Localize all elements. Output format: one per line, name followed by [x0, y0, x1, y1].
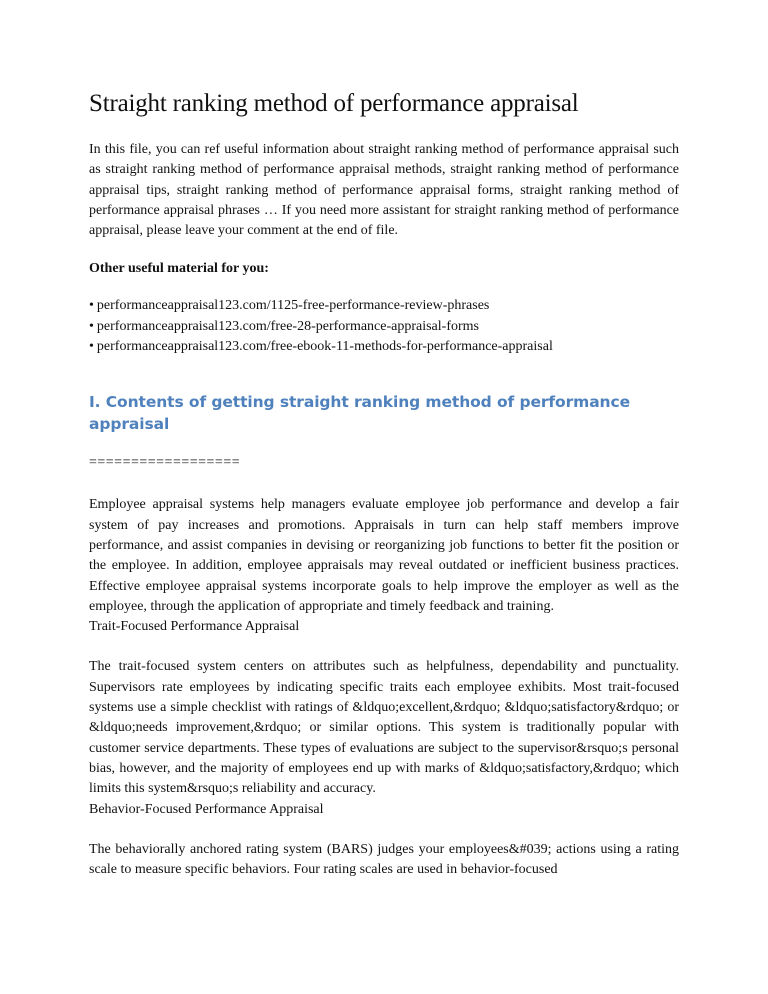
divider-line: ==================: [89, 455, 241, 471]
document-content: [89, 88, 679, 880]
body-paragraph-employee-appraisal: Employee appraisal systems help managers evaluate employee job performance and develop a fair system of pay increases and promotions. Appraisals in turn can help staff members improve performance, and assist companies in devising or reorganizing job functions to better fit the position or the employee. In addition, employee appraisals may reveal outdated or inefficient business practices. Effective employee appraisal systems incorporate goals to help improve the employer as well as the employee, through the application of appropriate and timely feedback and training.: [89, 497, 679, 614]
section-heading: I. Contents of getting straight ranking method of performance appraisal: [89, 393, 630, 434]
resource-link-item: [89, 337, 679, 357]
body-paragraph-trait-focused: The trait-focused system centers on attributes such as helpfulness, dependability and punctuality. Supervisors rate employees by indicating specific traits each employee exhibits. Most trait-focused systems use a simple checklist with ratings of &ldquo;excellent,&rdquo; &ldquo;satisfactory&rdquo; or &ldquo;needs improvement,&rdquo; or similar options. This system is traditionally popular with customer service departments. These types of evaluations are subject to the supervisor&rsquo;s personal bias, however, and the majority of employees end up with marks of &ldquo;satisfactory,&rdquo; which limits this system&rsquo;s reliability and accuracy.: [89, 659, 679, 797]
resource-link-item: [89, 317, 679, 337]
trait-focused-label: Trait-Focused Performance Appraisal: [89, 619, 300, 635]
resource-link[interactable]: performanceappraisal123.com/free-ebook-11-methods-for-performance-appraisal: [96, 339, 553, 355]
behavior-focused-label: Behavior-Focused Performance Appraisal: [89, 801, 324, 817]
resource-link[interactable]: performanceappraisal123.com/free-28-performance-appraisal-forms: [96, 318, 479, 334]
document-title: Straight ranking method of performance appraisal: [89, 90, 579, 117]
bullet-icon: •: [89, 339, 94, 355]
body-paragraph-behavior-focused: The behaviorally anchored rating system (BARS) judges your employees&#039; actions using a rating scale to measure specific behaviors. Four rating scales are used in behavior-focused: [89, 841, 679, 878]
intro-paragraph: In this file, you can ref useful information about straight ranking method of performance appraisal such as straight ranking method of performance appraisal methods, straight ranking method of performance appraisal tips, straight ranking method of performance appraisal forms, straight ranking method of performance appraisal phrases … If you need more assistant for straight ranking method of performance appraisal, please leave your comment at the end of file.: [89, 142, 679, 239]
resource-link[interactable]: performanceappraisal123.com/1125-free-performance-review-phrases: [96, 298, 490, 314]
bullet-icon: •: [89, 298, 94, 314]
paragraph-gap: [89, 820, 679, 840]
resource-link-item: [89, 296, 679, 316]
bullet-icon: •: [89, 318, 94, 334]
resource-link-list: [89, 296, 679, 357]
paragraph-gap: [89, 637, 679, 657]
other-material-heading: Other useful material for you:: [89, 261, 269, 277]
